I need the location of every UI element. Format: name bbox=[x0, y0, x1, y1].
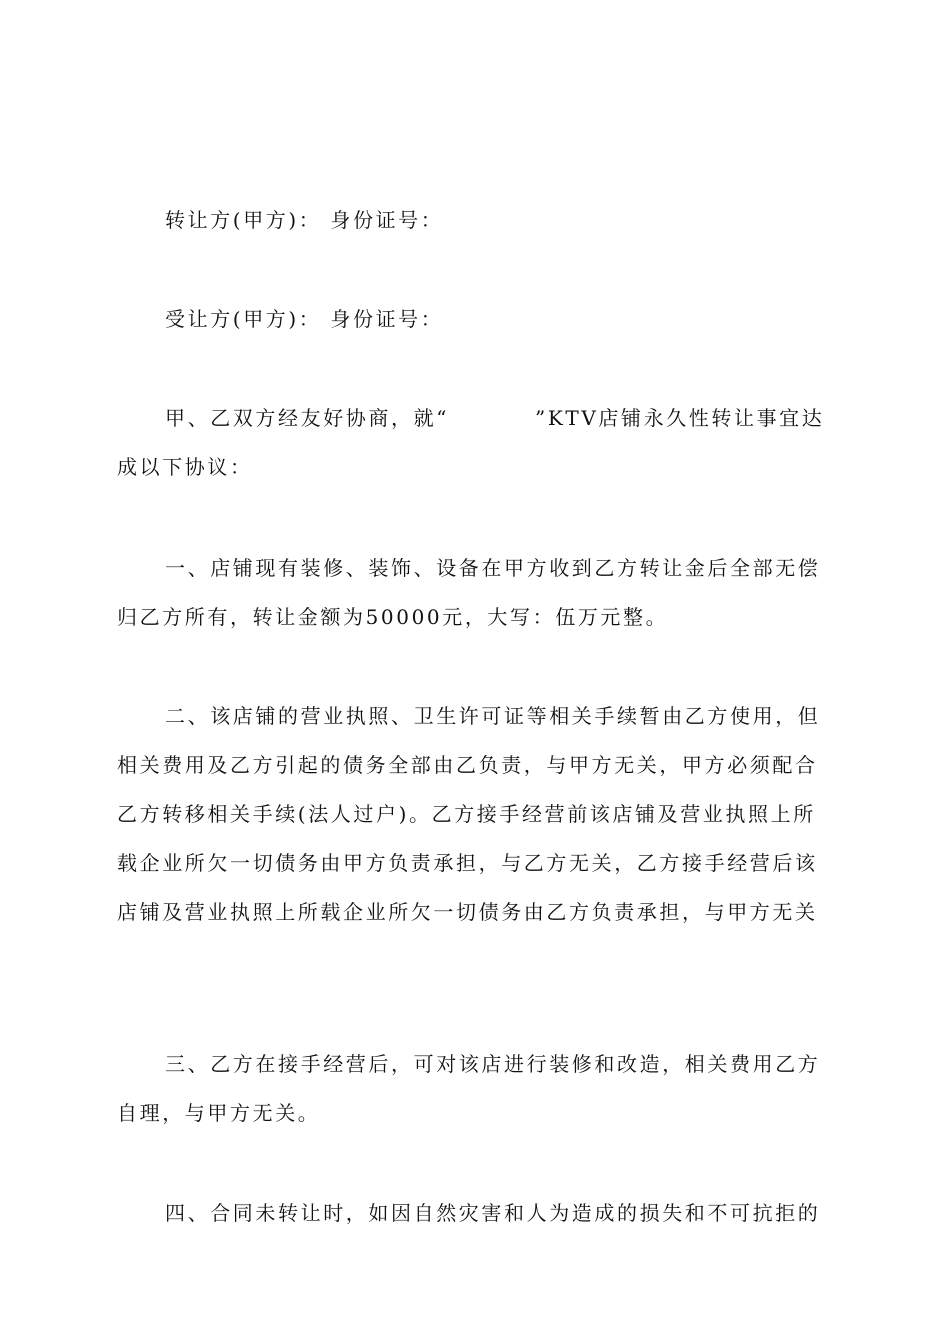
intro-paragraph bbox=[117, 394, 833, 492]
clause-3 bbox=[117, 1040, 833, 1138]
clause1-line2: 归乙方所有，转让金额为50000元，大写：伍万元整。 bbox=[117, 605, 669, 629]
clause3-line1: 三、乙方在接手经营后，可对该店进行装修和改造，相关费用乙方 bbox=[165, 1052, 821, 1076]
intro-part1: 甲、乙双方经友好协商，就“ bbox=[165, 406, 450, 430]
clause3-line2: 自理，与甲方无关。 bbox=[117, 1101, 321, 1125]
clause-2 bbox=[117, 692, 833, 937]
transferee-id-label: 身份证号： bbox=[330, 307, 444, 331]
clause2-line4: 载企业所欠一切债务由甲方负责承担，与乙方无关，乙方接手经营后该 bbox=[117, 851, 818, 875]
clause1-line1: 一、店铺现有装修、装饰、设备在甲方收到乙方转让金后全部无偿 bbox=[165, 556, 821, 580]
clause2-line3: 乙方转移相关手续(法人过户)。乙方接手经营前该店铺及营业执照上所 bbox=[117, 802, 816, 826]
intro-part2: ”KTV店铺永久性转让事宜达 bbox=[535, 406, 825, 430]
clause2-line1: 二、该店铺的营业执照、卫生许可证等相关手续暂由乙方使用，但 bbox=[165, 704, 821, 728]
clause4-line1: 四、合同未转让时，如因自然灾害和人为造成的损失和不可抗拒的 bbox=[165, 1201, 821, 1225]
transferee-label: 受让方(甲方)： bbox=[165, 307, 322, 331]
clause2-line2: 相关费用及乙方引起的债务全部由乙负责，与甲方无关，甲方必须配合 bbox=[117, 753, 818, 777]
transferor-label: 转让方(甲方)： bbox=[165, 208, 322, 232]
transferor-line bbox=[117, 196, 833, 245]
clause-4 bbox=[117, 1189, 833, 1238]
clause-1 bbox=[117, 544, 833, 642]
transferor-id-label: 身份证号： bbox=[330, 208, 444, 232]
clause2-line5: 店铺及营业执照上所载企业所欠一切债务由乙方负责承担，与甲方无关 bbox=[117, 900, 818, 924]
intro-line2: 成以下协议： bbox=[117, 455, 253, 479]
transferee-line bbox=[117, 295, 833, 344]
